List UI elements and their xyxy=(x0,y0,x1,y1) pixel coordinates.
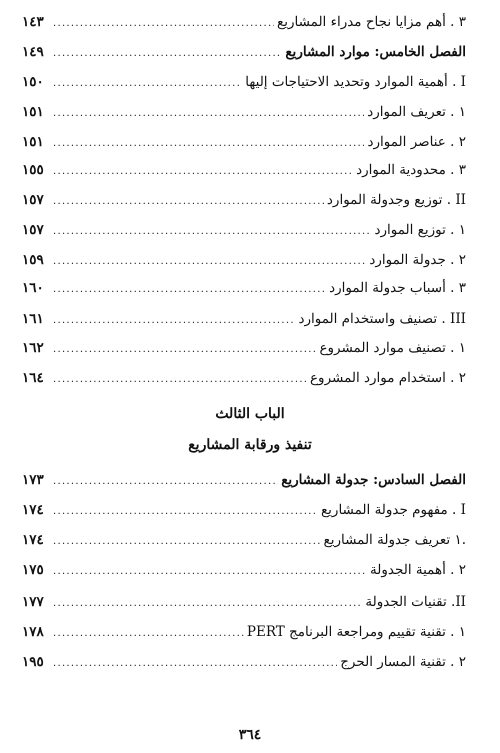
toc-entry-title: ٣ . أسباب جدولة الموارد xyxy=(329,280,466,296)
dot-leader xyxy=(53,536,321,547)
toc-entry-title: II. تقنيات الجدولة xyxy=(365,594,466,610)
dot-leader xyxy=(53,284,326,295)
toc-entry xyxy=(22,532,466,554)
dot-leader xyxy=(53,374,307,385)
toc-entry-page: ١٧٨ xyxy=(22,624,44,640)
dot-leader xyxy=(53,166,353,177)
dot-leader xyxy=(53,226,371,237)
toc-entry-page: ١٦٠ xyxy=(22,280,44,296)
toc-entry-page: ١٥١ xyxy=(22,134,44,150)
toc-entry-page: ١٥١ xyxy=(22,104,44,120)
toc-entry xyxy=(22,104,466,126)
toc-entry-title: ٢ . عناصر الموارد xyxy=(367,134,466,150)
dot-leader xyxy=(53,315,295,326)
dot-leader xyxy=(53,628,244,639)
toc-entry-title: ٣ . أهم مزايا نجاح مدراء المشاريع xyxy=(277,14,466,30)
toc-entry-page: ١٦٤ xyxy=(22,370,44,386)
toc-entry xyxy=(22,14,466,36)
dot-leader xyxy=(53,476,278,487)
toc-entry-page: ١٧٣ xyxy=(22,472,44,488)
page-number: ٣٦٤ xyxy=(238,727,262,743)
part-subtitle: تنفيذ ورقابة المشاريع xyxy=(188,437,312,453)
part-heading: الباب الثالث xyxy=(215,406,285,422)
toc-entry-title: الفصل السادس: جدولة المشاريع xyxy=(281,472,466,488)
toc-entry-title: ٣ . محدودية الموارد xyxy=(356,162,466,178)
toc-entry xyxy=(22,654,466,676)
toc-entry-title: الفصل الخامس: موارد المشاريع xyxy=(285,44,466,60)
toc-entry-title: ٢ . جدولة الموارد xyxy=(369,252,466,268)
dot-leader xyxy=(53,48,282,59)
toc-entry-title: II . توزيع وجدولة الموارد xyxy=(326,192,466,208)
toc-entry xyxy=(22,74,466,96)
dot-leader xyxy=(53,18,274,29)
dot-leader xyxy=(53,506,318,517)
toc-entry xyxy=(22,222,466,244)
toc-entry-page: ١٧٤ xyxy=(22,532,44,548)
toc-entry-title: ٢ . استخدام موارد المشروع xyxy=(310,370,466,386)
toc-entry-title: ١ . تعريف الموارد xyxy=(367,104,466,120)
dot-leader xyxy=(53,78,242,89)
toc-entry-page: ١٤٣ xyxy=(22,14,44,30)
toc-entry xyxy=(22,624,466,646)
toc-entry-title: III . تصنيف واستخدام الموارد xyxy=(298,311,466,327)
toc-entry xyxy=(22,370,466,392)
dot-leader xyxy=(53,138,364,149)
toc-entry-page: ١٥٠ xyxy=(22,74,44,90)
dot-leader xyxy=(53,566,367,577)
toc-entry xyxy=(22,44,466,66)
toc-entry-page: ١٧٤ xyxy=(22,502,44,518)
dot-leader xyxy=(53,196,324,207)
toc-entry xyxy=(22,594,466,616)
toc-entry-title: I . مفهوم جدولة المشاريع xyxy=(320,502,466,518)
toc-entry xyxy=(22,134,466,156)
dot-leader xyxy=(53,598,362,609)
toc-entry-page: ١٧٧ xyxy=(22,594,44,610)
toc-entry-title: ٢ . تقنية المسار الحرج xyxy=(340,654,466,670)
toc-entry-title: .١ تعريف جدولة المشاريع xyxy=(323,532,466,548)
toc-entry-page: ١٩٥ xyxy=(22,654,44,670)
toc-entry xyxy=(22,562,466,584)
dot-leader xyxy=(53,344,316,355)
dot-leader xyxy=(53,108,364,119)
toc-entry-page: ١٥٧ xyxy=(22,192,44,208)
toc-entry-page: ١٤٩ xyxy=(22,44,44,60)
toc-entry-page: ١٥٥ xyxy=(22,162,44,178)
toc-entry xyxy=(22,340,466,362)
toc-entry-title: ٢ . أهمية الجدولة xyxy=(370,562,466,578)
toc-entry xyxy=(22,252,466,274)
dot-leader xyxy=(53,658,337,669)
toc-entry-page: ١٥٩ xyxy=(22,252,44,268)
toc-entry-title: ١ . تصنيف موارد المشروع xyxy=(319,340,466,356)
toc-entry-page: ١٦١ xyxy=(22,311,44,327)
toc-entry xyxy=(22,280,466,302)
toc-entry xyxy=(22,472,466,494)
toc-entry-page: ١٥٧ xyxy=(22,222,44,238)
dot-leader xyxy=(53,256,366,267)
toc-entry xyxy=(22,311,466,333)
toc-entry-page: ١٧٥ xyxy=(22,562,44,578)
toc-entry-title: ١ . تقنية تقييم ومراجعة البرنامج PERT xyxy=(246,624,466,640)
toc-entry xyxy=(22,192,466,214)
toc-entry-title: I . أهمية الموارد وتحديد الاحتياجات إليها xyxy=(245,74,466,90)
toc-entry xyxy=(22,162,466,184)
toc-entry-page: ١٦٢ xyxy=(22,340,44,356)
toc-entry xyxy=(22,502,466,524)
toc-entry-title: ١ . توزيع الموارد xyxy=(374,222,466,238)
